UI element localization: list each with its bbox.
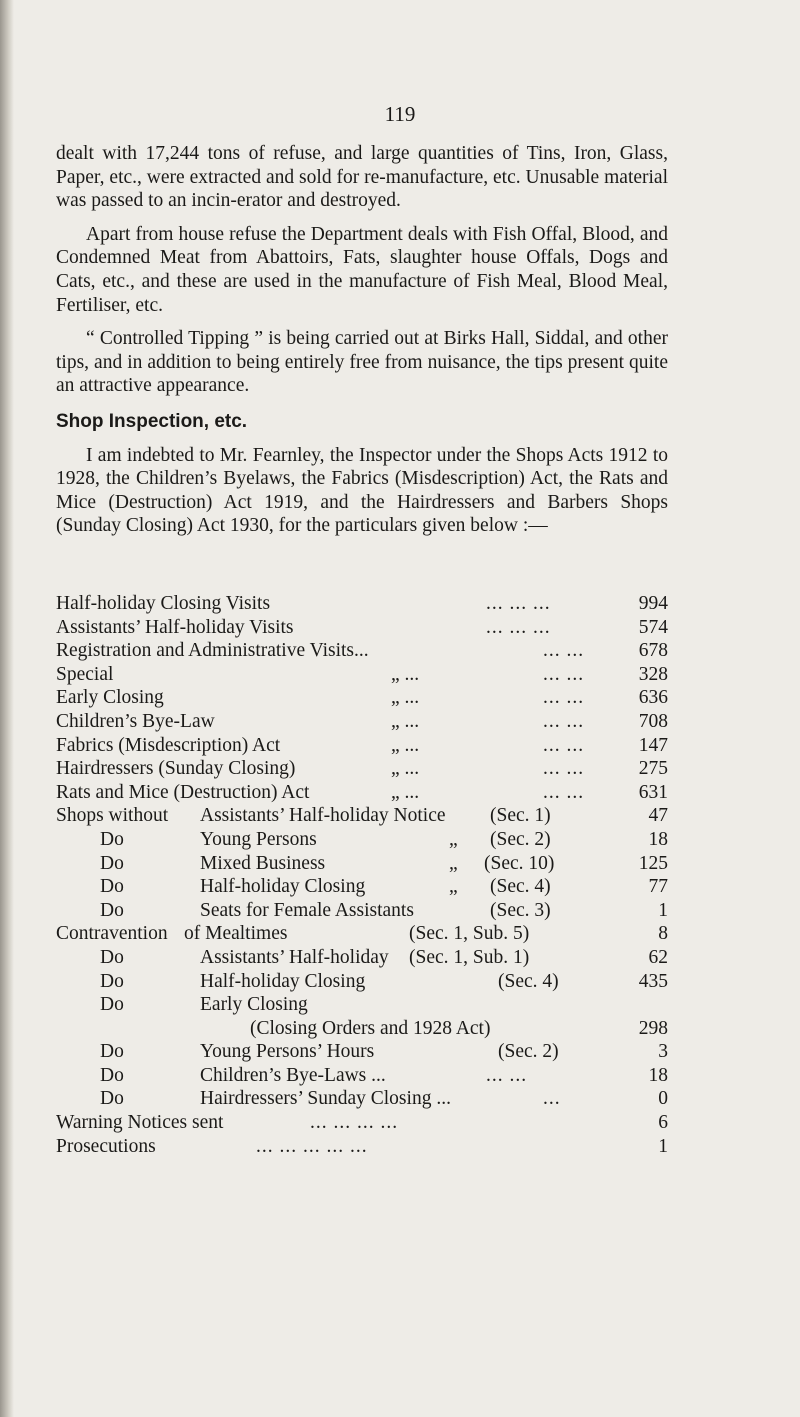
row-value: 994 — [638, 593, 668, 614]
row-value: 125 — [638, 852, 668, 874]
page-number: 119 — [384, 102, 416, 126]
row-leader: ... — [543, 1088, 561, 1110]
row-value: 678 — [638, 640, 668, 662]
row-value: 636 — [638, 687, 668, 709]
row-leader: ... ... — [543, 781, 585, 803]
row-value: 1 — [658, 899, 668, 921]
row-prefix: Do — [100, 994, 124, 1016]
row-label: Prosecutions — [56, 1135, 156, 1157]
row-label: Assistants’ Half-holiday Visits — [56, 616, 294, 638]
row-leader: ... ... ... — [486, 616, 551, 638]
list-item — [56, 899, 668, 923]
row-value: 328 — [638, 663, 668, 685]
row-prefix: Do — [100, 946, 124, 968]
row-item: Mixed Business — [200, 852, 326, 874]
row-item: Half-holiday Closing — [200, 970, 366, 992]
section-heading: Shop Inspection, etc. — [56, 410, 248, 432]
row-label: Warning Notices sent — [56, 1112, 224, 1134]
row-item: Young Persons — [200, 828, 317, 850]
list-item — [56, 970, 668, 994]
row-section: (Sec. 4) — [490, 876, 551, 898]
row-value: 574 — [638, 616, 668, 638]
row-ditto: „ ... — [391, 687, 420, 709]
row-label: Children’s Bye-Law — [56, 710, 215, 732]
row-label: Fabrics (Misdescription) Act — [56, 734, 281, 756]
row-prefix: Do — [100, 876, 124, 898]
row-section: (Sec. 2) — [498, 1041, 559, 1063]
row-ditto: „ — [449, 828, 458, 850]
row-item: Assistants’ Half-holiday Notice — [200, 805, 446, 827]
row-label: Special — [56, 663, 114, 685]
body-text — [56, 142, 668, 538]
section-intro: I am indebted to Mr. Fearnley, the Inspector under the Shops Acts 1912 to 1928, the Children’s Byelaws, the Fabrics (Misdescription) Act, the Rats and Mice (Destruction) Act 1919, and the Hairdressers and Barbers Shops (Sunday Closing) Act 1930, for the particulars given below :— — [56, 444, 668, 537]
row-value: 435 — [638, 970, 668, 992]
row-label: Rats and Mice (Destruction) Act — [56, 781, 310, 803]
list-item — [56, 1017, 668, 1041]
list-item — [56, 616, 668, 640]
row-prefix: Do — [100, 970, 124, 992]
row-ditto: „ — [449, 852, 458, 874]
row-prefix: Do — [100, 1064, 124, 1086]
row-prefix: Do — [100, 852, 124, 874]
row-leader: ... ... — [543, 710, 585, 732]
paragraph-tipping: “ Controlled Tipping ” is being carried out at Birks Hall, Siddal, and other tips, and in addition to being entirely free from nuisance, the tips present quite an attractive appearance. — [56, 328, 668, 397]
row-value: 1 — [658, 1135, 668, 1157]
list-item — [56, 875, 668, 899]
row-leader: ... ... — [543, 758, 585, 780]
group-label: Shops without — [56, 805, 169, 827]
row-value: 62 — [648, 946, 668, 968]
row-value: 18 — [648, 828, 668, 850]
row-section: (Sec. 10) — [484, 852, 555, 874]
row-leader: ... ... — [543, 734, 585, 756]
row-ditto: „ ... — [391, 663, 420, 685]
row-prefix: Do — [100, 1088, 124, 1110]
row-section: (Sec. 2) — [490, 828, 551, 850]
row-value: 298 — [638, 1017, 668, 1039]
paragraph-refuse: dealt with 17,244 tons of refuse, and large quantities of Tins, Iron, Glass, Paper, etc., were extracted and sold for re-manufacture, etc. Unusable material was passed to an incin-erator and destroyed. — [56, 143, 668, 212]
list-item — [56, 946, 668, 970]
row-section: (Sec. 1, Sub. 1) — [409, 946, 530, 968]
row-ditto: „ — [449, 876, 458, 898]
row-value: 631 — [638, 781, 668, 803]
row-ditto: „ ... — [391, 734, 420, 756]
list-item — [56, 686, 668, 710]
row-label: Registration and Administrative Visits... — [56, 640, 369, 662]
row-leader: ... ... — [486, 1064, 528, 1086]
row-label: Hairdressers (Sunday Closing) — [56, 758, 296, 780]
list-item — [56, 710, 668, 734]
list-item — [56, 734, 668, 758]
row-item: Young Persons’ Hours — [200, 1041, 375, 1063]
list-item — [56, 852, 668, 876]
row-value: 18 — [648, 1064, 668, 1086]
row-ditto: „ ... — [391, 781, 420, 803]
list-item — [56, 781, 668, 805]
list-item — [56, 922, 668, 946]
row-leader: ... ... — [543, 640, 585, 662]
row-leader: ... ... — [543, 663, 585, 685]
inspection-statistics — [56, 592, 668, 1158]
list-item — [56, 1040, 668, 1064]
list-item — [56, 1087, 668, 1111]
row-label: Early Closing — [56, 687, 164, 709]
row-section: (Sec. 1) — [490, 805, 551, 827]
list-item — [56, 804, 668, 828]
row-label: Half-holiday Closing Visits — [56, 593, 271, 614]
list-item — [56, 993, 668, 1017]
row-value: 147 — [638, 734, 668, 756]
list-item — [56, 592, 668, 616]
row-value: 3 — [658, 1041, 668, 1063]
paragraph-department: Apart from house refuse the Department deals with Fish Offal, Blood, and Condemned Meat from Abattoirs, Fats, slaughter house Offals, Dogs and Cats, etc., and these are used in the manufacture of Fish Meal, Blood Meal, Fertiliser, etc. — [56, 223, 668, 316]
row-leader: ... ... — [543, 687, 585, 709]
row-value: 77 — [648, 876, 668, 898]
group-label: Contravention — [56, 923, 168, 945]
scan-edge — [0, 0, 14, 1417]
row-prefix: Do — [100, 899, 124, 921]
row-item: Children’s Bye-Laws ... — [200, 1064, 386, 1086]
list-item — [56, 757, 668, 781]
row-section: (Sec. 1, Sub. 5) — [409, 923, 530, 945]
row-ditto: „ ... — [391, 710, 420, 732]
row-value: 275 — [638, 758, 668, 780]
row-value: 6 — [658, 1112, 668, 1134]
row-value: 0 — [658, 1088, 668, 1110]
row-prefix: Do — [100, 828, 124, 850]
row-leader: ... ... ... ... — [310, 1112, 399, 1134]
list-item — [56, 828, 668, 852]
row-leader: ... ... ... — [486, 593, 551, 614]
row-item: of Mealtimes — [184, 923, 288, 945]
list-item — [56, 639, 668, 663]
row-value: 47 — [648, 805, 668, 827]
row-value: 708 — [638, 710, 668, 732]
row-item: (Closing Orders and 1928 Act) — [250, 1017, 491, 1039]
list-item — [56, 1064, 668, 1088]
row-leader: ... ... ... ... ... — [256, 1135, 368, 1157]
row-item: Half-holiday Closing — [200, 876, 366, 898]
row-item: Early Closing — [200, 994, 308, 1016]
row-section: (Sec. 4) — [498, 970, 559, 992]
row-item: Seats for Female Assistants — [200, 899, 414, 921]
row-section: (Sec. 3) — [490, 899, 551, 921]
row-value: 8 — [658, 923, 668, 945]
row-item: Hairdressers’ Sunday Closing ... — [200, 1088, 451, 1110]
row-prefix: Do — [100, 1041, 124, 1063]
row-ditto: „ ... — [391, 758, 420, 780]
list-item — [56, 1111, 668, 1135]
list-item — [56, 1135, 668, 1159]
list-item — [56, 663, 668, 687]
row-item: Assistants’ Half-holiday — [200, 946, 389, 968]
